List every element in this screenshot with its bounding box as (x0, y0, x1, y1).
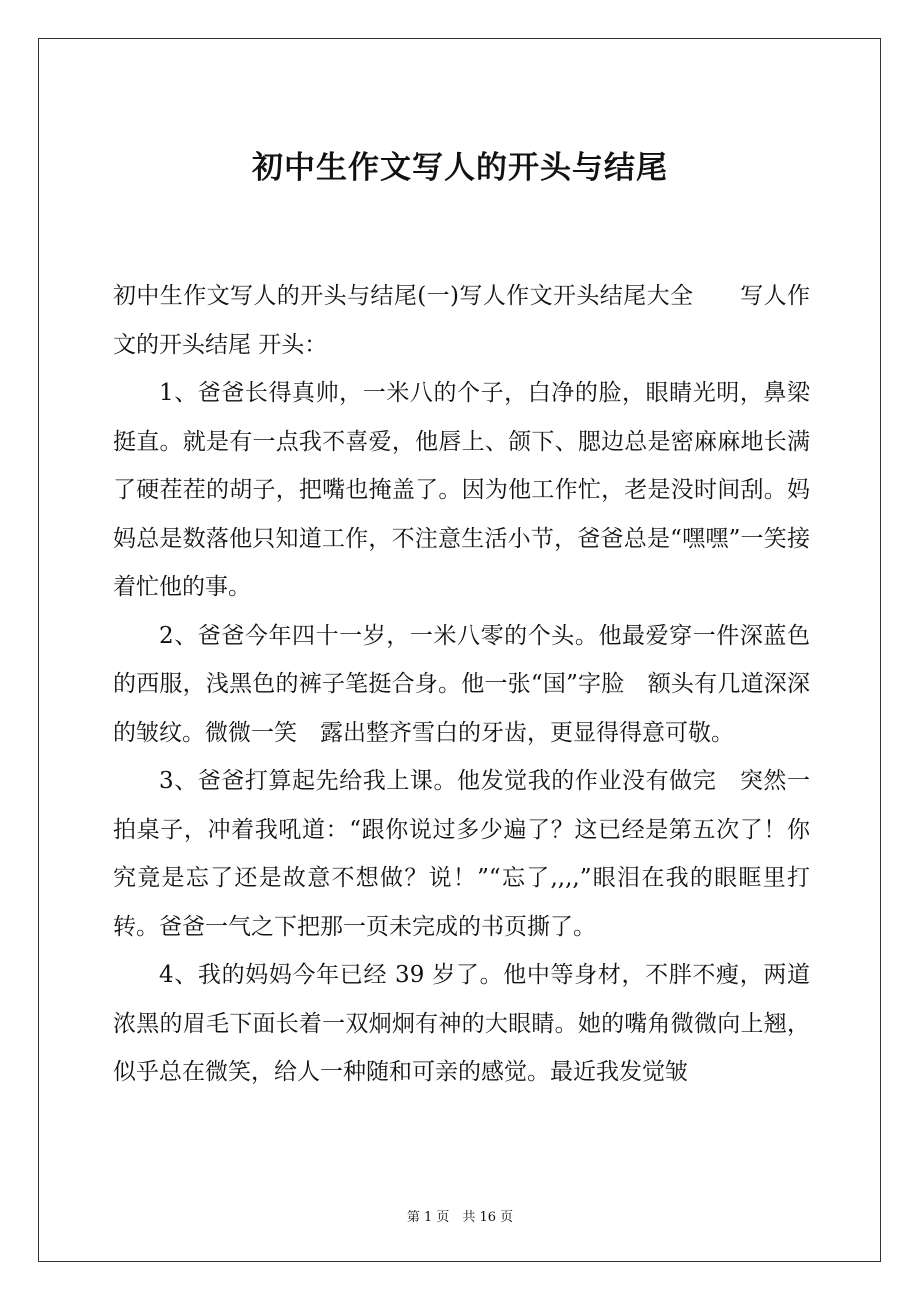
document-title: 初中生作文写人的开头与结尾 (252, 150, 668, 186)
page-number-footer: 第 1 页 共 16 页 (406, 1210, 514, 1225)
paragraph-1: 1、爸爸长得真帅，一米八的个子，白净的脸，眼睛光明，鼻梁挺直。就是有一点我不喜爱，他唇上、颌下、腮边总是密麻麻地长满了硬茬茬的胡子，把嘴也掩盖了。因为他工作忙，老是没时间刮。妈妈总是数落他只知道工作，不注意生活小节，爸爸总是“嘿嘿”一笑接着忙他的事。 (113, 380, 810, 600)
paragraph-3: 3、爸爸打算起先给我上课。他发觉我的作业没有做完 突然一拍桌子，冲着我吼道：“跟你说过多少遍了？这已经是第五次了！你究竟是忘了还是故意不想做？说！”“忘了,,,,”眼泪在我的眼眶里打转。爸爸一气之下把那一页未完成的书页撕了。 (113, 768, 810, 940)
document-body (113, 272, 810, 1097)
paragraph-4: 4、我的妈妈今年已经 39 岁了。他中等身材，不胖不瘦，两道浓黑的眉毛下面长着一双炯炯有神的大眼睛。她的嘴角微微向上翘，似乎总在微笑，给人一种随和可亲的感觉。最近我发觉皱 (113, 962, 810, 1085)
intro-paragraph: 初中生作文写人的开头与结尾(一)写人作文开头结尾大全 写人作文的开头结尾 开头： (113, 283, 810, 358)
paragraph-2: 2、爸爸今年四十一岁，一米八零的个头。他最爱穿一件深蓝色的西服，浅黑色的裤子笔挺合身。他一张“国”字脸 额头有几道深深的皱纹。微微一笑 露出整齐雪白的牙齿，更显得得意可敬。 (113, 622, 810, 746)
